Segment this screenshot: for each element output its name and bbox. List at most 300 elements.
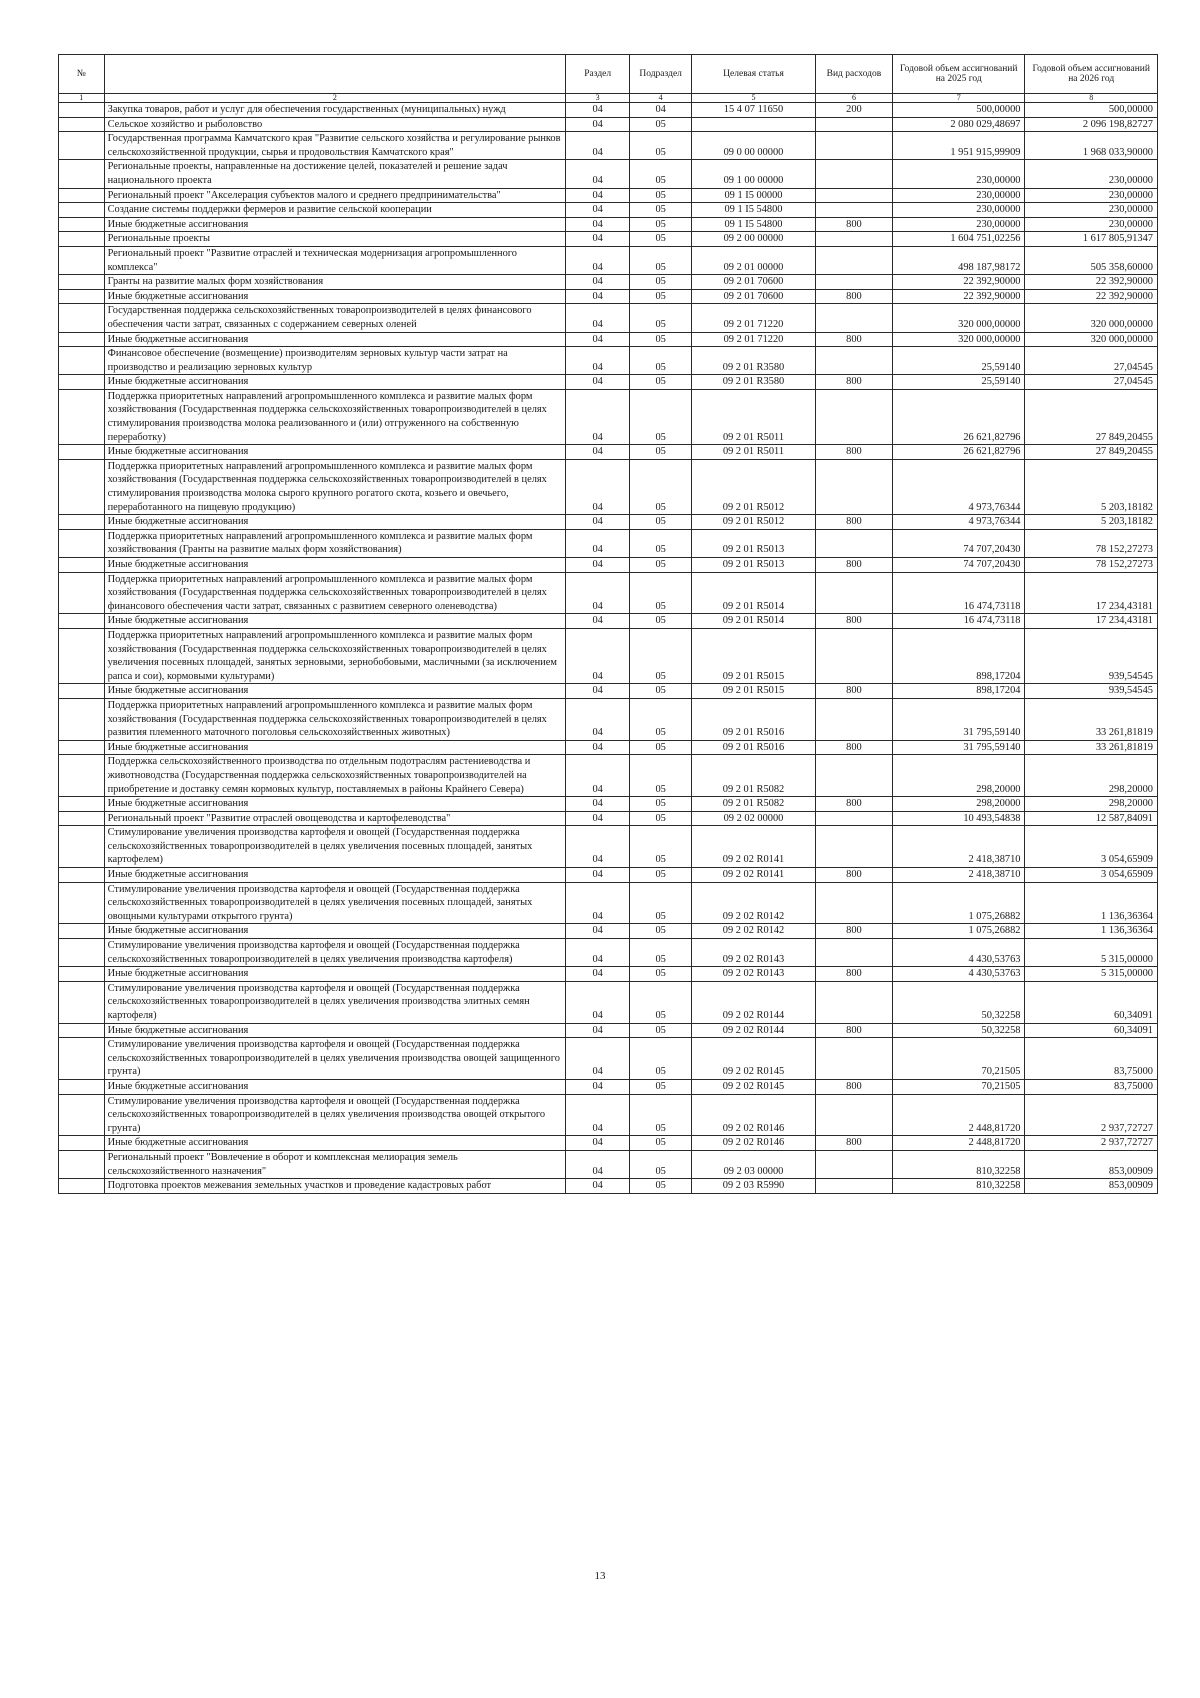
cell-podrazdel: 05 xyxy=(630,811,692,826)
cell-target: 09 2 01 R5082 xyxy=(692,797,816,812)
cell-target: 09 2 01 71220 xyxy=(692,304,816,332)
cell-podrazdel: 05 xyxy=(630,1136,692,1151)
cell-razdel: 04 xyxy=(566,868,630,883)
cell-podrazdel: 05 xyxy=(630,246,692,274)
cell-y2025: 230,00000 xyxy=(892,160,1024,188)
cell-y2026: 5 203,18182 xyxy=(1025,459,1158,514)
cell-name: Государственная программа Камчатского края "Развитие сельского хозяйства и регулирование рынков сельскохозяйственной продукции, сырья и продовольствия Камчатского края" xyxy=(104,132,566,160)
cell-y2026: 298,20000 xyxy=(1025,797,1158,812)
cell-num xyxy=(59,981,105,1023)
cell-vid xyxy=(815,304,892,332)
cell-name: Стимулирование увеличения производства картофеля и овощей (Государственная поддержка сельскохозяйственных товаропроизводителей в целях увеличения производства овощей открытого грунта) xyxy=(104,1094,566,1136)
table-row xyxy=(59,684,1158,699)
cell-name: Стимулирование увеличения производства картофеля и овощей (Государственная поддержка сельскохозяйственных товаропроизводителей в целях увеличения производства овощей защищенного грунта) xyxy=(104,1038,566,1080)
cell-y2025: 70,21505 xyxy=(892,1038,1024,1080)
table-row xyxy=(59,1038,1158,1080)
cell-name: Иные бюджетные ассигнования xyxy=(104,445,566,460)
table-row xyxy=(59,347,1158,375)
cell-vid: 800 xyxy=(815,1136,892,1151)
cell-name: Региональные проекты, направленные на достижение целей, показателей и решение задач национального проекта xyxy=(104,160,566,188)
cell-target xyxy=(692,117,816,132)
cell-y2025: 1 604 751,02256 xyxy=(892,232,1024,247)
table-row xyxy=(59,967,1158,982)
header-2025: Годовой объем ассигнований на 2025 год xyxy=(892,55,1024,94)
cell-num xyxy=(59,188,105,203)
cell-num xyxy=(59,389,105,444)
column-index: 2 xyxy=(104,94,566,103)
cell-podrazdel: 05 xyxy=(630,445,692,460)
cell-num xyxy=(59,275,105,290)
cell-y2025: 898,17204 xyxy=(892,628,1024,683)
cell-y2025: 31 795,59140 xyxy=(892,698,1024,740)
cell-target: 09 2 02 00000 xyxy=(692,811,816,826)
cell-num xyxy=(59,797,105,812)
cell-num xyxy=(59,684,105,699)
cell-name: Стимулирование увеличения производства картофеля и овощей (Государственная поддержка сельскохозяйственных товаропроизводителей в целях увеличения посевных площадей, занятых картофелем) xyxy=(104,826,566,868)
table-header xyxy=(59,55,1158,103)
cell-podrazdel: 05 xyxy=(630,868,692,883)
table-row xyxy=(59,939,1158,967)
cell-razdel: 04 xyxy=(566,103,630,118)
cell-y2026: 320 000,00000 xyxy=(1025,304,1158,332)
cell-podrazdel: 05 xyxy=(630,275,692,290)
cell-vid xyxy=(815,117,892,132)
cell-vid xyxy=(815,246,892,274)
cell-y2025: 10 493,54838 xyxy=(892,811,1024,826)
cell-target: 09 2 01 R5011 xyxy=(692,445,816,460)
cell-podrazdel: 05 xyxy=(630,217,692,232)
cell-y2025: 4 973,76344 xyxy=(892,459,1024,514)
cell-y2026: 27,04545 xyxy=(1025,375,1158,390)
cell-podrazdel: 05 xyxy=(630,347,692,375)
cell-target: 09 2 01 R5015 xyxy=(692,628,816,683)
cell-vid: 800 xyxy=(815,289,892,304)
table-row xyxy=(59,132,1158,160)
cell-name: Иные бюджетные ассигнования xyxy=(104,558,566,573)
cell-razdel: 04 xyxy=(566,797,630,812)
cell-vid xyxy=(815,882,892,924)
cell-num xyxy=(59,1150,105,1178)
cell-num xyxy=(59,967,105,982)
table-row xyxy=(59,203,1158,218)
cell-y2026: 505 358,60000 xyxy=(1025,246,1158,274)
cell-y2025: 2 448,81720 xyxy=(892,1094,1024,1136)
cell-razdel: 04 xyxy=(566,289,630,304)
cell-vid: 800 xyxy=(815,332,892,347)
cell-y2025: 16 474,73118 xyxy=(892,614,1024,629)
table-row xyxy=(59,826,1158,868)
cell-y2025: 500,00000 xyxy=(892,103,1024,118)
cell-y2026: 853,00909 xyxy=(1025,1150,1158,1178)
cell-y2025: 1 951 915,99909 xyxy=(892,132,1024,160)
table-row xyxy=(59,924,1158,939)
cell-num xyxy=(59,558,105,573)
cell-y2025: 320 000,00000 xyxy=(892,332,1024,347)
cell-vid: 800 xyxy=(815,967,892,982)
cell-name: Иные бюджетные ассигнования xyxy=(104,868,566,883)
cell-vid: 800 xyxy=(815,1023,892,1038)
cell-podrazdel: 05 xyxy=(630,117,692,132)
cell-podrazdel: 05 xyxy=(630,698,692,740)
cell-vid xyxy=(815,529,892,557)
cell-target: 09 2 01 70600 xyxy=(692,289,816,304)
cell-y2026: 3 054,65909 xyxy=(1025,826,1158,868)
cell-num xyxy=(59,740,105,755)
cell-podrazdel: 05 xyxy=(630,529,692,557)
cell-vid: 800 xyxy=(815,924,892,939)
table-row xyxy=(59,529,1158,557)
cell-vid xyxy=(815,1038,892,1080)
cell-name: Поддержка приоритетных направлений агропромышленного комплекса и развитие малых форм хозяйствования (Государственная поддержка сельскохозяйственных товаропроизводителей в целях стимулирования производства молока сырого крупного рогатого скота, козьего и овечьего, переработанного на пищевую продукцию) xyxy=(104,459,566,514)
cell-podrazdel: 05 xyxy=(630,939,692,967)
cell-num xyxy=(59,1023,105,1038)
cell-num xyxy=(59,445,105,460)
cell-podrazdel: 05 xyxy=(630,188,692,203)
cell-y2026: 83,75000 xyxy=(1025,1038,1158,1080)
cell-y2026: 320 000,00000 xyxy=(1025,332,1158,347)
table-row xyxy=(59,103,1158,118)
cell-target: 09 2 01 R5016 xyxy=(692,740,816,755)
cell-y2025: 25,59140 xyxy=(892,375,1024,390)
cell-y2025: 70,21505 xyxy=(892,1079,1024,1094)
cell-razdel: 04 xyxy=(566,572,630,614)
cell-podrazdel: 05 xyxy=(630,1038,692,1080)
cell-name: Региональный проект "Вовлечение в оборот и комплексная мелиорация земель сельскохозяйственного назначения" xyxy=(104,1150,566,1178)
cell-razdel: 04 xyxy=(566,332,630,347)
cell-num xyxy=(59,1038,105,1080)
cell-vid: 800 xyxy=(815,868,892,883)
cell-target: 09 2 01 R5014 xyxy=(692,572,816,614)
cell-name: Стимулирование увеличения производства картофеля и овощей (Государственная поддержка сельскохозяйственных товаропроизводителей в целях увеличения производства картофеля) xyxy=(104,939,566,967)
cell-razdel: 04 xyxy=(566,117,630,132)
cell-vid xyxy=(815,572,892,614)
cell-razdel: 04 xyxy=(566,275,630,290)
cell-name: Иные бюджетные ассигнования xyxy=(104,797,566,812)
cell-target: 09 2 01 71220 xyxy=(692,332,816,347)
cell-num xyxy=(59,515,105,530)
budget-table xyxy=(58,54,1158,1194)
cell-podrazdel: 05 xyxy=(630,304,692,332)
cell-vid xyxy=(815,275,892,290)
cell-target: 09 2 02 R0141 xyxy=(692,826,816,868)
cell-y2026: 78 152,27273 xyxy=(1025,558,1158,573)
cell-num xyxy=(59,289,105,304)
cell-name: Стимулирование увеличения производства картофеля и овощей (Государственная поддержка сельскохозяйственных товаропроизводителей в целях увеличения посевных площадей, занятых овощными культурами открытого грунта) xyxy=(104,882,566,924)
cell-vid: 800 xyxy=(815,445,892,460)
cell-razdel: 04 xyxy=(566,459,630,514)
cell-razdel: 04 xyxy=(566,755,630,797)
cell-vid: 800 xyxy=(815,684,892,699)
cell-target: 09 2 01 R5012 xyxy=(692,515,816,530)
cell-num xyxy=(59,246,105,274)
cell-y2026: 298,20000 xyxy=(1025,755,1158,797)
table-row xyxy=(59,160,1158,188)
cell-name: Иные бюджетные ассигнования xyxy=(104,684,566,699)
cell-num xyxy=(59,232,105,247)
cell-y2026: 22 392,90000 xyxy=(1025,275,1158,290)
cell-y2026: 1 136,36364 xyxy=(1025,882,1158,924)
cell-name: Закупка товаров, работ и услуг для обеспечения государственных (муниципальных) нужд xyxy=(104,103,566,118)
cell-y2025: 1 075,26882 xyxy=(892,882,1024,924)
cell-podrazdel: 05 xyxy=(630,1150,692,1178)
cell-target: 09 1 I5 54800 xyxy=(692,217,816,232)
cell-vid xyxy=(815,755,892,797)
cell-razdel: 04 xyxy=(566,203,630,218)
table-row xyxy=(59,304,1158,332)
cell-y2026: 3 054,65909 xyxy=(1025,868,1158,883)
cell-razdel: 04 xyxy=(566,826,630,868)
table-row xyxy=(59,614,1158,629)
cell-podrazdel: 04 xyxy=(630,103,692,118)
cell-target: 09 2 02 R0145 xyxy=(692,1079,816,1094)
cell-y2026: 853,00909 xyxy=(1025,1179,1158,1194)
cell-name: Иные бюджетные ассигнования xyxy=(104,332,566,347)
cell-num xyxy=(59,1179,105,1194)
cell-vid: 800 xyxy=(815,740,892,755)
cell-y2026: 60,34091 xyxy=(1025,1023,1158,1038)
cell-y2026: 78 152,27273 xyxy=(1025,529,1158,557)
table-row xyxy=(59,811,1158,826)
cell-vid xyxy=(815,203,892,218)
cell-name: Иные бюджетные ассигнования xyxy=(104,515,566,530)
table-body xyxy=(59,103,1158,1194)
cell-target: 15 4 07 11650 xyxy=(692,103,816,118)
cell-podrazdel: 05 xyxy=(630,1094,692,1136)
cell-vid: 800 xyxy=(815,217,892,232)
cell-y2025: 230,00000 xyxy=(892,188,1024,203)
cell-name: Иные бюджетные ассигнования xyxy=(104,375,566,390)
cell-name: Поддержка приоритетных направлений агропромышленного комплекса и развитие малых форм хозяйствования (Государственная поддержка сельскохозяйственных товаропроизводителей в целях увеличения посевных площадей, занятых зерновыми, зернобобовыми, масличными (за исключением рапса и сои), кормовыми культурами) xyxy=(104,628,566,683)
cell-name: Поддержка приоритетных направлений агропромышленного комплекса и развитие малых форм хозяйствования (Государственная поддержка сельскохозяйственных товаропроизводителей в целях стимулирования производства молока реализованного и (или) отгруженного на собственную переработку) xyxy=(104,389,566,444)
cell-y2026: 27 849,20455 xyxy=(1025,445,1158,460)
cell-y2026: 939,54545 xyxy=(1025,684,1158,699)
cell-target: 09 2 01 R5015 xyxy=(692,684,816,699)
cell-y2025: 2 448,81720 xyxy=(892,1136,1024,1151)
cell-num xyxy=(59,203,105,218)
cell-num xyxy=(59,304,105,332)
cell-vid xyxy=(815,1179,892,1194)
cell-name: Иные бюджетные ассигнования xyxy=(104,1079,566,1094)
cell-name: Создание системы поддержки фермеров и развитие сельской кооперации xyxy=(104,203,566,218)
cell-podrazdel: 05 xyxy=(630,459,692,514)
cell-razdel: 04 xyxy=(566,1179,630,1194)
cell-y2026: 1 968 033,90000 xyxy=(1025,132,1158,160)
cell-target: 09 2 02 R0142 xyxy=(692,924,816,939)
cell-target: 09 2 02 R0143 xyxy=(692,967,816,982)
cell-razdel: 04 xyxy=(566,246,630,274)
cell-razdel: 04 xyxy=(566,558,630,573)
cell-razdel: 04 xyxy=(566,389,630,444)
cell-name: Поддержка приоритетных направлений агропромышленного комплекса и развитие малых форм хозяйствования (Государственная поддержка сельскохозяйственных товаропроизводителей в целях финансового обеспечения части затрат, связанных с развитием северного оленеводства) xyxy=(104,572,566,614)
cell-y2026: 230,00000 xyxy=(1025,160,1158,188)
cell-razdel: 04 xyxy=(566,1136,630,1151)
cell-razdel: 04 xyxy=(566,445,630,460)
cell-name: Гранты на развитие малых форм хозяйствования xyxy=(104,275,566,290)
cell-podrazdel: 05 xyxy=(630,628,692,683)
cell-target: 09 2 01 R5013 xyxy=(692,529,816,557)
table-row xyxy=(59,389,1158,444)
cell-razdel: 04 xyxy=(566,1079,630,1094)
table-row xyxy=(59,375,1158,390)
cell-name: Поддержка сельскохозяйственного производства по отдельным подотраслям растениеводства и животноводства (Государственная поддержка сельскохозяйственных товаропроизводителей на приобретение и доставку семян кормовых культур, поставляемых в районы Крайнего Севера) xyxy=(104,755,566,797)
cell-razdel: 04 xyxy=(566,628,630,683)
cell-target: 09 1 00 00000 xyxy=(692,160,816,188)
cell-vid: 800 xyxy=(815,614,892,629)
cell-vid xyxy=(815,188,892,203)
cell-podrazdel: 05 xyxy=(630,1023,692,1038)
cell-podrazdel: 05 xyxy=(630,797,692,812)
cell-target: 09 2 03 R5990 xyxy=(692,1179,816,1194)
table-row xyxy=(59,558,1158,573)
cell-name: Сельское хозяйство и рыболовство xyxy=(104,117,566,132)
cell-target: 09 2 02 R0146 xyxy=(692,1094,816,1136)
cell-podrazdel: 05 xyxy=(630,515,692,530)
cell-y2025: 74 707,20430 xyxy=(892,529,1024,557)
cell-target: 09 2 01 00000 xyxy=(692,246,816,274)
cell-name: Иные бюджетные ассигнования xyxy=(104,289,566,304)
header-razdel: Раздел xyxy=(566,55,630,94)
cell-num xyxy=(59,117,105,132)
cell-podrazdel: 05 xyxy=(630,1079,692,1094)
cell-y2026: 17 234,43181 xyxy=(1025,614,1158,629)
cell-y2026: 230,00000 xyxy=(1025,188,1158,203)
table-row xyxy=(59,1179,1158,1194)
table-row xyxy=(59,628,1158,683)
header-target: Целевая статья xyxy=(692,55,816,94)
cell-vid: 800 xyxy=(815,515,892,530)
cell-podrazdel: 05 xyxy=(630,967,692,982)
cell-vid xyxy=(815,628,892,683)
cell-y2025: 230,00000 xyxy=(892,217,1024,232)
cell-razdel: 04 xyxy=(566,515,630,530)
cell-y2025: 4 430,53763 xyxy=(892,967,1024,982)
cell-y2026: 27,04545 xyxy=(1025,347,1158,375)
table-row xyxy=(59,117,1158,132)
cell-vid: 200 xyxy=(815,103,892,118)
cell-vid xyxy=(815,698,892,740)
cell-razdel: 04 xyxy=(566,882,630,924)
table-row xyxy=(59,445,1158,460)
cell-y2025: 26 621,82796 xyxy=(892,445,1024,460)
cell-num xyxy=(59,332,105,347)
cell-num xyxy=(59,826,105,868)
cell-podrazdel: 05 xyxy=(630,826,692,868)
cell-y2025: 25,59140 xyxy=(892,347,1024,375)
header-podrazdel: Подраздел xyxy=(630,55,692,94)
cell-y2025: 26 621,82796 xyxy=(892,389,1024,444)
cell-name: Иные бюджетные ассигнования xyxy=(104,967,566,982)
cell-num xyxy=(59,628,105,683)
cell-y2025: 1 075,26882 xyxy=(892,924,1024,939)
cell-y2026: 60,34091 xyxy=(1025,981,1158,1023)
cell-podrazdel: 05 xyxy=(630,924,692,939)
cell-num xyxy=(59,529,105,557)
cell-y2026: 83,75000 xyxy=(1025,1079,1158,1094)
cell-razdel: 04 xyxy=(566,217,630,232)
cell-y2026: 500,00000 xyxy=(1025,103,1158,118)
cell-name: Иные бюджетные ассигнования xyxy=(104,924,566,939)
cell-name: Стимулирование увеличения производства картофеля и овощей (Государственная поддержка сельскохозяйственных товаропроизводителей в целях увеличения производства элитных семян картофеля) xyxy=(104,981,566,1023)
cell-num xyxy=(59,924,105,939)
column-index: 5 xyxy=(692,94,816,103)
column-index: 1 xyxy=(59,94,105,103)
cell-target: 09 2 02 R0142 xyxy=(692,882,816,924)
cell-name: Подготовка проектов межевания земельных участков и проведение кадастровых работ xyxy=(104,1179,566,1194)
table-row xyxy=(59,797,1158,812)
cell-razdel: 04 xyxy=(566,188,630,203)
cell-podrazdel: 05 xyxy=(630,232,692,247)
table-row xyxy=(59,246,1158,274)
cell-num xyxy=(59,939,105,967)
cell-vid xyxy=(815,232,892,247)
header-vid: Вид расходов xyxy=(815,55,892,94)
cell-vid: 800 xyxy=(815,558,892,573)
cell-y2026: 1 136,36364 xyxy=(1025,924,1158,939)
cell-target: 09 2 02 R0141 xyxy=(692,868,816,883)
column-index: 6 xyxy=(815,94,892,103)
cell-target: 09 2 03 00000 xyxy=(692,1150,816,1178)
cell-num xyxy=(59,868,105,883)
table-row xyxy=(59,698,1158,740)
cell-y2025: 2 418,38710 xyxy=(892,868,1024,883)
cell-y2025: 16 474,73118 xyxy=(892,572,1024,614)
cell-y2025: 2 418,38710 xyxy=(892,826,1024,868)
cell-num xyxy=(59,882,105,924)
header-name xyxy=(104,55,566,94)
cell-y2026: 2 096 198,82727 xyxy=(1025,117,1158,132)
cell-vid xyxy=(815,347,892,375)
cell-y2026: 5 203,18182 xyxy=(1025,515,1158,530)
cell-y2025: 22 392,90000 xyxy=(892,275,1024,290)
cell-num xyxy=(59,1079,105,1094)
cell-vid: 800 xyxy=(815,797,892,812)
cell-razdel: 04 xyxy=(566,529,630,557)
cell-y2025: 31 795,59140 xyxy=(892,740,1024,755)
cell-name: Поддержка приоритетных направлений агропромышленного комплекса и развитие малых форм хозяйствования (Государственная поддержка сельскохозяйственных товаропроизводителей в целях развития племенного маточного поголовья сельскохозяйственных животных) xyxy=(104,698,566,740)
cell-target: 09 2 01 R5013 xyxy=(692,558,816,573)
table-row xyxy=(59,289,1158,304)
table-row xyxy=(59,755,1158,797)
cell-podrazdel: 05 xyxy=(630,740,692,755)
cell-num xyxy=(59,347,105,375)
table-row xyxy=(59,1136,1158,1151)
cell-target: 09 2 02 R0146 xyxy=(692,1136,816,1151)
cell-podrazdel: 05 xyxy=(630,684,692,699)
cell-razdel: 04 xyxy=(566,614,630,629)
cell-name: Региональные проекты xyxy=(104,232,566,247)
cell-y2026: 230,00000 xyxy=(1025,203,1158,218)
cell-podrazdel: 05 xyxy=(630,375,692,390)
cell-y2026: 2 937,72727 xyxy=(1025,1094,1158,1136)
cell-y2025: 298,20000 xyxy=(892,797,1024,812)
cell-y2025: 22 392,90000 xyxy=(892,289,1024,304)
cell-razdel: 04 xyxy=(566,1023,630,1038)
cell-name: Региональный проект "Развитие отраслей и техническая модернизация агропромышленного комплекса" xyxy=(104,246,566,274)
cell-y2025: 50,32258 xyxy=(892,981,1024,1023)
cell-num xyxy=(59,572,105,614)
cell-name: Поддержка приоритетных направлений агропромышленного комплекса и развитие малых форм хозяйствования (Гранты на развитие малых форм хозяйствования) xyxy=(104,529,566,557)
column-index: 7 xyxy=(892,94,1024,103)
cell-name: Региональный проект "Акселерация субъектов малого и среднего предпринимательства" xyxy=(104,188,566,203)
cell-y2026: 1 617 805,91347 xyxy=(1025,232,1158,247)
cell-razdel: 04 xyxy=(566,1150,630,1178)
cell-name: Иные бюджетные ассигнования xyxy=(104,1023,566,1038)
cell-target: 09 2 01 R3580 xyxy=(692,347,816,375)
cell-target: 09 2 01 R5012 xyxy=(692,459,816,514)
cell-razdel: 04 xyxy=(566,347,630,375)
cell-name: Иные бюджетные ассигнования xyxy=(104,1136,566,1151)
header-2026: Годовой объем ассигнований на 2026 год xyxy=(1025,55,1158,94)
